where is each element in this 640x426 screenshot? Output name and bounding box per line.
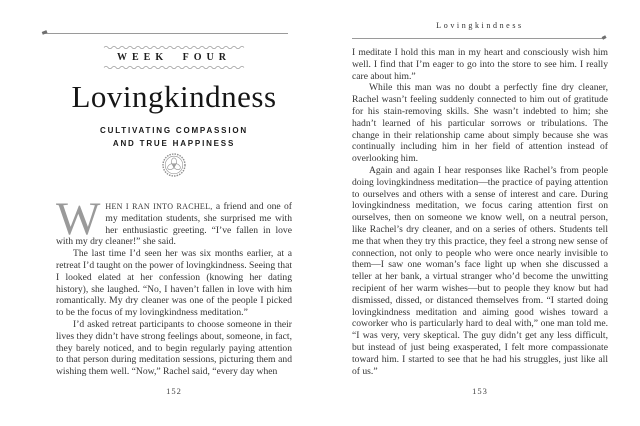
paragraph: I’d asked retreat participants to choose someone in their lives they didn’t have strong feelings about, someone, in fact, they barely noticed, and to begin regularly paying attention to that person during meditation sessions, picturing them and wishing them well. “Now,” Rachel said, “every day when (56, 318, 292, 378)
rule-end-tick (602, 35, 607, 39)
right-page-number: 153 (472, 386, 488, 396)
opening-text: a friend and one of my meditation students, she surprised me with her enthusiastic greeting. “I’ve fallen in love with my dry cleaner!” she said. (56, 201, 292, 248)
left-page-body (56, 193, 292, 378)
right-page-body (352, 47, 608, 377)
squiggle-rule-icon (103, 65, 246, 69)
paragraph: Again and again I hear responses like Rachel’s from people doing lovingkindness meditation—the practice of paying attention to ourselves and others with a sense of interest and care. During lovingkindness meditation, we focus caring attention first on ourselves, then on someone we know well, on a neutral person, like Rachel’s dry cleaner, and on a series of others. Students tell me that when they try this practice, they feel a strong new sense of connection, not only to people who were once nearly invisible to them—I saw one woman’s face light up when she discussed a teller at her bank, a virtual stranger who’d become the unwitting recipient of her warm wishes—but to people they know but had dismissed, dissed, or distanced themselves from. “I started doing lovingkindness meditation and aiming good wishes toward a coworker who is particularly hard to deal with,” one man told me. “I was very, very skeptical. The guy didn’t get any less difficult, but instead of just being exasperated, I felt more compassionate toward him. I started to see that he had his struggles, just like all of us.” (352, 164, 608, 377)
chapter-subtitle-line2: AND TRUE HAPPINESS (112, 139, 236, 148)
lotus-medallion-icon (161, 152, 187, 178)
chapter-subtitle (46, 124, 302, 150)
running-header: Lovingkindness (436, 21, 524, 30)
week-label: WEEK FOUR (117, 52, 231, 63)
week-heading (56, 45, 292, 69)
paragraph: The last time I’d seen her was six months earlier, at a retreat I’d taught on the power of lovingkindness. Seeing that I looked elated at her confession (knowing her dating history), she laughed. “No, I haven’t fallen in love with him romantically. My dry cleaner was one of the people I picked to be the focus of my lovingkindness meditation.” (56, 248, 292, 319)
rule-end-tick (42, 30, 48, 34)
paragraph: While this man was no doubt a perfectly fine dry cleaner, Rachel wasn’t feeling suddenly connected to him out of gratitude for his stain-removing skills. She wasn’t indebted to him; she hadn’t learned of his particular sorrows or tribulations. The change in their relationship came about simply because she was continually including him in her field of attention instead of overlooking him. (352, 82, 608, 165)
paragraph-opening (56, 193, 292, 248)
dropcap: W (56, 193, 101, 245)
chapter-subtitle-line1: CULTIVATING COMPASSION (100, 126, 248, 135)
left-page-number: 152 (166, 386, 182, 396)
chapter-title: Lovingkindness (71, 79, 277, 114)
opening-smallcaps: HEN I RAN INTO RACHEL, (105, 202, 213, 211)
left-header-rule (44, 33, 288, 34)
right-header-rule (352, 38, 604, 39)
paragraph: I meditate I hold this man in my heart and consciously wish him well. I find that I’m eager to go into the store to see him. I really care about him.” (352, 47, 608, 82)
